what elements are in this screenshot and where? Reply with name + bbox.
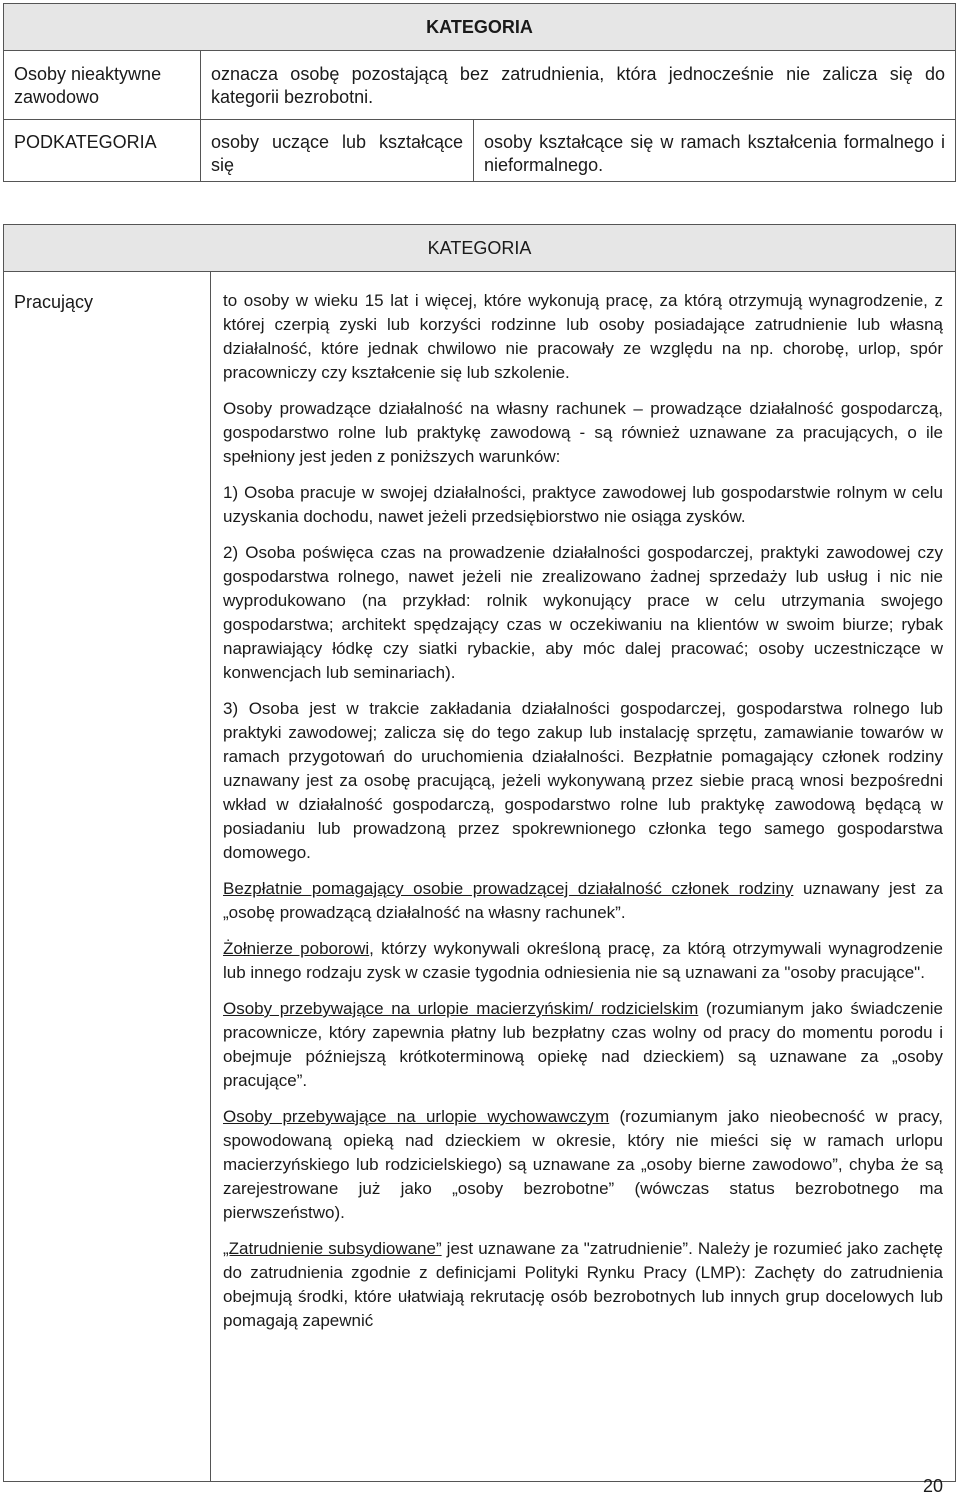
page-number: 20	[922, 1476, 943, 1496]
category-header-2: KATEGORIA	[4, 225, 956, 272]
category-label-inactive: Osoby nieaktywne zawodowo	[4, 51, 201, 120]
paragraph: to osoby w wieku 15 lat i więcej, które wykonują pracę, za którą otrzymują wynagrodzenie, z której czerpią zyski lub korzyści rodzinne lub osoby posiadające zatrudnienie lub własną działalność, które jednak chwilowo nie pracowały ze względu na np. chorobę, urlop, spór pracowniczy czy kształcenie się lub szkolenie.	[223, 291, 943, 382]
employed-definition-cell	[211, 272, 956, 1482]
paragraph-text: uznawany jest za „osobę prowadzącą działalność na własny rachunek”.	[223, 879, 943, 922]
inactive-category-table	[3, 3, 956, 182]
underlined-term: Bezpłatnie pomagający osobie prowadzącej działalność członek rodziny	[223, 879, 794, 898]
employed-category-table	[3, 224, 956, 1482]
paragraph: 1) Osoba pracuje w swojej działalności, praktyce zawodowej lub gospodarstwie rolnym w celu uzyskania dochodu, nawet jeżeli przedsiębiorstwo nie osiąga zysków.	[223, 483, 943, 526]
subcategory-name: osoby uczące lub kształcące się	[201, 120, 474, 182]
paragraph-text: jest uznawane za "zatrudnienie”. Należy je rozumieć jako zachętę do zatrudnienia zgodnie z definicjami Polityki Rynku Pracy (LMP): Zachęty do zatrudnienia obejmują środki, które ułatwiają rekrutację osób bezrobotnych lub innych grup docelowych lub pomagają zapewnić	[223, 1239, 943, 1330]
paragraph	[223, 1105, 943, 1225]
underlined-term: „Zatrudnienie subsydiowane”	[223, 1239, 442, 1258]
paragraph: 2) Osoba poświęca czas na prowadzenie działalności gospodarczej, praktyki zawodowej czy gospodarstwa rolnego, nawet jeżeli nie zrealizowano żadnej sprzedaży lub usług i nic nie wyprodukowano (na przykład: rolnik wykonujący prace w celu utrzymania swojego gospodarstwa; architekt spędzający czas w oczekiwaniu na klientów w swoim biurze; rybak naprawiający łódkę czy siatki rybackie, aby móc dalej pracować; osoby uczestniczące w konwencjach lub seminariach).	[223, 543, 943, 682]
paragraph	[223, 1237, 943, 1333]
underlined-term: Osoby przebywające na urlopie macierzyńskim/ rodzicielskim	[223, 999, 699, 1018]
underlined-term: Osoby przebywające na urlopie wychowawczym	[223, 1107, 610, 1126]
paragraph: 3) Osoba jest w trakcie zakładania działalności gospodarczej, gospodarstwa rolnego lub praktyki zawodowej; zalicza się do tego zakup lub instalację sprzętu, zamawianie towarów w ramach przygotowań do uruchomienia działalności. Bezpłatnie pomagający członek rodziny uznawany jest za osobę pracującą, jeżeli wykonywaną przez siebie pracą wnosi bezpośredni wkład w działalność gospodarczą, gospodarstwo rolne lub praktykę zawodową będącą w posiadaniu lub prowadzoną przez spokrewnionego członka tego samego gospodarstwa domowego.	[223, 699, 943, 862]
category-label-employed: Pracujący	[4, 272, 211, 1482]
category-header: KATEGORIA	[4, 4, 956, 51]
paragraph-text: (rozumianym jako świadczenie pracownicze, który zapewnia płatny lub bezpłatny czas wolny od pracy do momentu porodu i obejmuje późniejszą krótkoterminową opiekę nad dzieckiem) są uznawane za „osoby pracujące”.	[223, 999, 943, 1090]
paragraph	[223, 997, 943, 1093]
paragraph-text: (rozumianym jako nieobecność w pracy, spowodowaną opieką nad dzieckiem w okresie, który nie mieści się w ramach urlopu macierzyńskiego lub rodzicielskiego) są uznawane za „osoby bierne zawodowo”, chyba że są zarejestrowane już jako „osoby bezrobotne” (wówczas status bezrobotnego ma pierwszeństwo).	[223, 1107, 944, 1222]
paragraph	[223, 937, 943, 985]
paragraph: Osoby prowadzące działalność na własny rachunek – prowadzące działalność gospodarczą, gospodarstwo rolne lub praktykę zawodową - są również uznawane za pracujących, o ile spełniony jest jeden z poniższych warunków:	[223, 399, 943, 466]
subcategory-definition: osoby kształcące się w ramach kształcenia formalnego i nieformalnego.	[474, 120, 956, 182]
category-definition-inactive: oznacza osobę pozostającą bez zatrudnienia, która jednocześnie nie zalicza się do kategorii bezrobotni.	[201, 51, 956, 120]
paragraph-text: , którzy wykonywali określoną pracę, za którą otrzymywali wynagrodzenie lub innego rodzaju zysk w czasie tygodnia odniesienia nie są uznawani za "osoby pracujące".	[223, 939, 943, 982]
subcategory-label: PODKATEGORIA	[4, 120, 201, 182]
paragraph	[223, 877, 943, 925]
underlined-term: Żołnierze poborowi	[223, 939, 370, 958]
